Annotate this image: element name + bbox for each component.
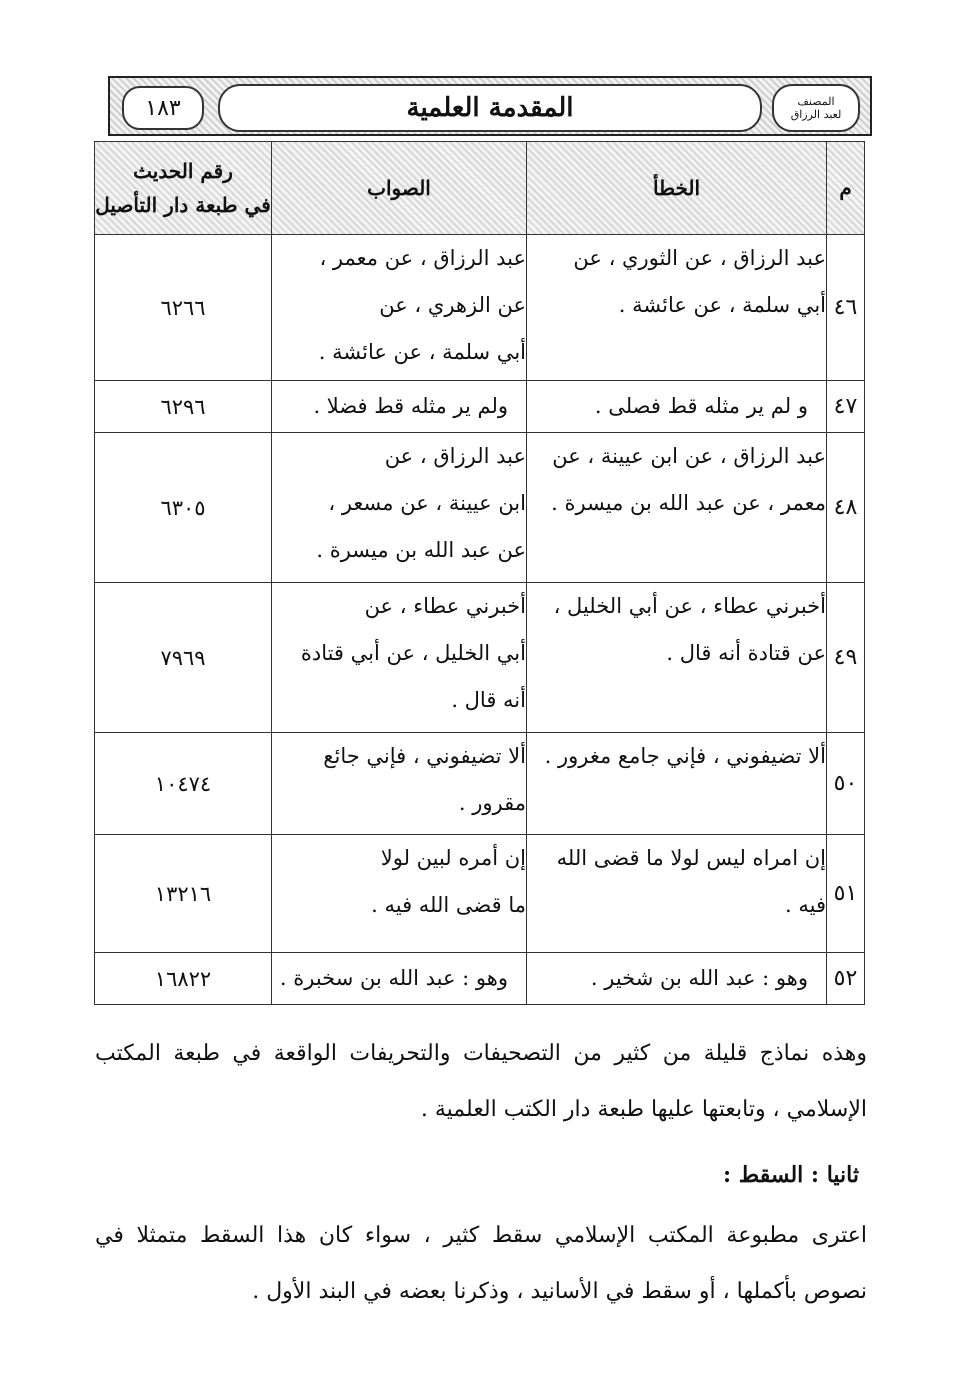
row-index: ٤٦ — [827, 235, 865, 381]
logo-line-2: لعبد الرزاق — [790, 108, 842, 121]
page-number: ١٨٣ — [122, 86, 204, 130]
row-index: ٤٩ — [827, 583, 865, 733]
error-line: عبد الرزاق ، عن الثوري ، عن — [573, 246, 826, 270]
correct-line: مقرور . — [458, 791, 526, 815]
page-header — [108, 76, 872, 136]
correct-line: عن الزهري ، عن — [379, 293, 526, 317]
table-row — [95, 433, 865, 583]
correct-line: وهو : عبد الله بن سخبرة . — [279, 966, 508, 990]
error-cell — [527, 733, 827, 835]
table-row — [95, 953, 865, 1005]
correct-cell — [272, 235, 527, 381]
hadith-number: ٦٢٩٦ — [95, 381, 272, 433]
correct-line: ابن عيينة ، عن مسعر ، — [328, 491, 526, 515]
hadith-number: ٦٢٦٦ — [95, 235, 272, 381]
hadith-number: ١٣٢١٦ — [95, 835, 272, 953]
paragraph-2: اعترى مطبوعة المكتب الإسلامي سقط كثير ، سواء كان هذا السقط متمثلا في نصوص بأكملها ، أو سقط في الأسانيد ، وذكرنا بعضه في البند الأول . — [95, 1223, 867, 1304]
error-cell — [527, 953, 827, 1005]
error-line: و لم ير مثله قط فصلى . — [594, 394, 808, 418]
error-line: أخبرني عطاء ، عن أبي الخليل ، — [553, 594, 826, 618]
correct-cell — [272, 835, 527, 953]
correct-line: أخبرني عطاء ، عن — [364, 594, 526, 618]
correct-line: أنه قال . — [451, 688, 526, 712]
row-index: ٥٢ — [827, 953, 865, 1005]
correct-cell — [272, 583, 527, 733]
error-line: أبي سلمة ، عن عائشة . — [618, 293, 826, 317]
error-cell — [527, 835, 827, 953]
row-index: ٥١ — [827, 835, 865, 953]
error-cell — [527, 381, 827, 433]
correct-line: ما قضى الله فيه . — [371, 893, 526, 917]
section-heading: ثانيا : السقط : — [723, 1162, 859, 1188]
paragraph-1: وهذه نماذج قليلة من كثير من التصحيفات والتحريفات الواقعة في طبعة المكتب الإسلامي ، وتابعتها عليها طبعة دار الكتب العلمية . — [95, 1041, 867, 1122]
correct-cell — [272, 381, 527, 433]
error-cell — [527, 235, 827, 381]
hadith-number: ١٠٤٧٤ — [95, 733, 272, 835]
error-line: معمر ، عن عبد الله بن ميسرة . — [551, 491, 826, 515]
header-ref-line-2: في طبعة دار التأصيل — [95, 193, 271, 217]
correct-cell — [272, 733, 527, 835]
correct-line: عن عبد الله بن ميسرة . — [316, 538, 526, 562]
correct-line: أبي سلمة ، عن عائشة . — [318, 340, 526, 364]
book-logo — [772, 84, 860, 132]
error-line: إن امراه ليس لولا ما قضى الله — [556, 846, 826, 870]
table-row — [95, 235, 865, 381]
hadith-number: ٦٣٠٥ — [95, 433, 272, 583]
correct-cell — [272, 433, 527, 583]
header-index: م — [827, 142, 865, 235]
hadith-number: ٧٩٦٩ — [95, 583, 272, 733]
error-line: ألا تضيفوني ، فإني جامع مغرور . — [544, 744, 826, 768]
correct-line: إن أمره لبين لولا — [380, 846, 526, 870]
row-index: ٤٧ — [827, 381, 865, 433]
error-line: عن قتادة أنه قال . — [666, 641, 826, 665]
correct-cell — [272, 953, 527, 1005]
correct-line: ولم ير مثله قط فضلا . — [313, 394, 508, 418]
header-reference — [95, 142, 272, 235]
header-ref-line-1: رقم الحديث — [133, 159, 233, 183]
correct-line: عبد الرزاق ، عن — [384, 444, 526, 468]
table-row — [95, 583, 865, 733]
error-line: وهو : عبد الله بن شخير . — [590, 966, 808, 990]
error-cell — [527, 583, 827, 733]
error-line: فيه . — [785, 893, 826, 917]
row-index: ٤٨ — [827, 433, 865, 583]
correct-line: ألا تضيفوني ، فإني جائع — [323, 744, 526, 768]
table-header-row — [95, 142, 865, 235]
row-index: ٥٠ — [827, 733, 865, 835]
error-cell — [527, 433, 827, 583]
table-row — [95, 733, 865, 835]
error-line: عبد الرزاق ، عن ابن عيينة ، عن — [552, 444, 826, 468]
table-body — [95, 235, 865, 1005]
table-row — [95, 835, 865, 953]
correct-line: عبد الرزاق ، عن معمر ، — [319, 246, 526, 270]
hadith-number: ١٦٨٢٢ — [95, 953, 272, 1005]
errata-table — [94, 141, 865, 1005]
table-row — [95, 381, 865, 433]
logo-line-1: المصنف — [797, 95, 835, 108]
correct-line: أبي الخليل ، عن أبي قتادة — [300, 641, 526, 665]
header-correct: الصواب — [272, 142, 527, 235]
header-error: الخطأ — [527, 142, 827, 235]
running-title: المقدمة العلمية — [218, 84, 762, 132]
